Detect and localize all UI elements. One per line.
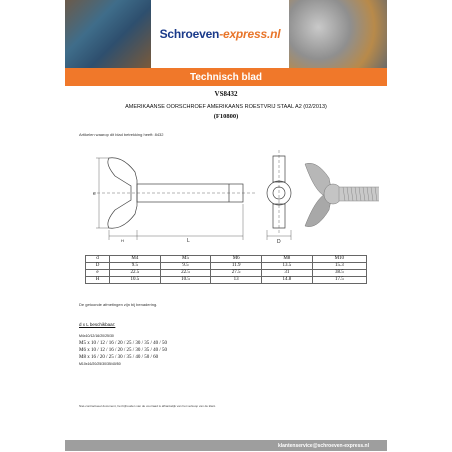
table-cell: 17.5	[312, 277, 366, 284]
header-photo-right	[289, 0, 387, 68]
available-sizes-list	[79, 333, 167, 368]
footer	[65, 440, 387, 451]
table-row	[86, 270, 367, 277]
logo[interactable]	[151, 0, 289, 68]
table-cell: 22.5	[110, 270, 161, 277]
logo-text	[160, 27, 281, 41]
table-cell: 9.5	[110, 263, 161, 270]
list-item: M6 x 10 / 12 / 16 / 20 / 25 / 30 / 35 / 40 / 50	[79, 348, 168, 353]
table-row-header: d	[86, 256, 110, 263]
logo-part2: -express.nl	[219, 27, 281, 41]
table-cell: 14.8	[262, 277, 313, 284]
dimensions-note: De getoonde afmetingen zijn bij benadering.	[79, 302, 158, 307]
technical-sheet-page	[65, 0, 387, 452]
articles-note: Artikelen waarop dit blad betrekking heeft: 8432	[79, 132, 164, 137]
table-row	[86, 256, 367, 263]
list-item: M4x10/12/16/20/25/30	[79, 334, 114, 338]
available-sizes-title: d x L beschikbaar:	[79, 322, 116, 327]
dim-label-l: L	[187, 238, 190, 244]
side-view-drawing	[96, 158, 255, 240]
table-cell: 31	[262, 270, 313, 277]
banner-title: Technisch blad	[189, 71, 263, 83]
product-title: AMERIKAANSE OORSCHROEF AMERIKAANS ROESTVRIJ STAAL A2 (02/2013)	[125, 104, 327, 110]
table-cell: 10.5	[110, 277, 161, 284]
table-cell: 15.3	[312, 263, 366, 270]
table-cell: 13	[211, 277, 262, 284]
technical-drawings	[79, 144, 379, 250]
product-subcode: (F10800)	[213, 113, 239, 120]
table-row	[86, 277, 367, 284]
table-cell: 13.5	[262, 263, 313, 270]
table-cell: M8	[262, 256, 313, 263]
list-item: M8 x 16 / 20 / 25 / 30 / 35 / 40 / 50 / 60	[79, 355, 159, 360]
table-row-header: H	[86, 277, 110, 284]
logo-part1: Schroeven	[159, 27, 220, 41]
dim-label-e: e	[93, 191, 96, 197]
dim-label-d: D	[277, 239, 281, 245]
table-cell: 38.5	[312, 270, 366, 277]
header	[65, 0, 387, 68]
table-cell: M5	[160, 256, 211, 263]
footer-email-link[interactable]: klantenservice@schroeven-express.nl	[277, 442, 369, 449]
table-row-header: e	[86, 270, 110, 277]
table-cell: M4	[110, 256, 161, 263]
table-cell: 11.9	[211, 263, 262, 270]
list-item: M5 x 10 / 12 / 16 / 20 / 25 / 30 / 35 / 40 / 50	[79, 341, 168, 346]
table-row	[86, 263, 367, 270]
product-code: VS8432	[214, 90, 238, 98]
table-cell: M10	[312, 256, 366, 263]
section-banner	[65, 68, 387, 86]
table-row-header: D	[86, 263, 110, 270]
table-cell: 9.5	[160, 263, 211, 270]
dim-label-h: H	[121, 238, 124, 243]
front-view-drawing	[267, 150, 291, 240]
list-item: M10x16/20/25/30/35/40/50	[79, 362, 121, 366]
dimensions-table	[85, 255, 367, 284]
table-cell: 22.5	[160, 270, 211, 277]
header-photo-left	[65, 0, 151, 68]
product-photo	[305, 163, 379, 226]
table-cell: 10.5	[160, 277, 211, 284]
disclaimer: Niet-contractueel document, het bijhouden van de voorraad is afhankelijk van het verkoop van de klant.	[79, 404, 216, 408]
table-cell: 27.5	[211, 270, 262, 277]
table-cell: M6	[211, 256, 262, 263]
